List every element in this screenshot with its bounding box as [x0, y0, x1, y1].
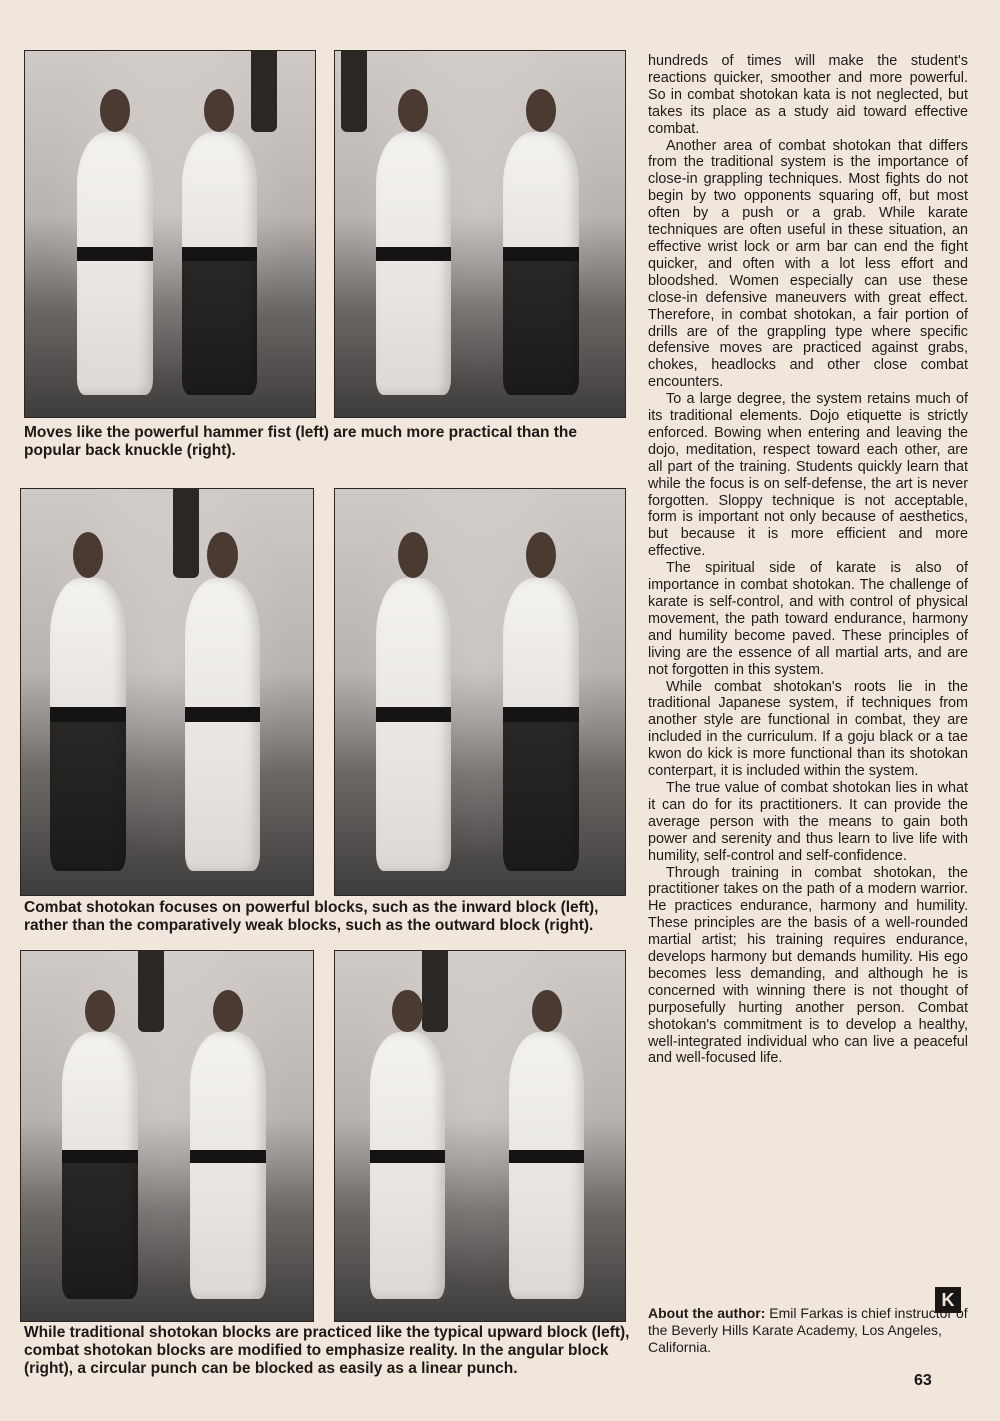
photo-inward-block [20, 488, 314, 896]
about-author [648, 1305, 968, 1356]
article-column [648, 53, 968, 1067]
photo-outward-block [334, 488, 626, 896]
photo-angular-block [334, 950, 626, 1322]
photo-upward-block [20, 950, 314, 1322]
article-paragraph: To a large degree, the system retains much of its traditional elements. Dojo etiquette is strictly enforced. Bowing when entering and leaving the dojo, meditation, respect toward each other, are all part of the training. Students quickly learn that while the focus is on self-defense, the art is never forgotten. Sloppy technique is not acceptable, form is important not only because of aesthetics, but because it is more efficient and more effective. [648, 391, 968, 560]
caption-3: While traditional shotokan blocks are practiced like the typical upward block (left), combat shotokan blocks are modified to emphasize reality. In the angular block (right), a circular punch can be blocked as easily as a linear punch. [24, 1324, 630, 1377]
page-number: 63 [914, 1372, 932, 1389]
about-author-text: Emil Farkas is chief instructor of the Beverly Hills Karate Academy, Los Angeles, California. [648, 1305, 968, 1355]
article-paragraph: hundreds of times will make the student's reactions quicker, smoother and more powerful. So in combat shotokan kata is not neglected, but takes its place as a study aid toward effective combat. [648, 53, 968, 137]
caption-2: Combat shotokan focuses on powerful blocks, such as the inward block (left), rather than the comparatively weak blocks, such as the outward block (right). [24, 899, 599, 934]
caption-1: Moves like the powerful hammer fist (left) are much more practical than the popular back knuckle (right). [24, 424, 577, 459]
photo-back-knuckle [334, 50, 626, 418]
article-paragraph: The spiritual side of karate is also of importance in combat shotokan. The challenge of karate is self-control, and with control of physical movement, the path toward endurance, harmony and humility become paved. These principles of living are the essence of all martial arts, and are not forgotten in this system. [648, 560, 968, 678]
about-author-label: About the author: [648, 1305, 766, 1321]
article-paragraph: While combat shotokan's roots lie in the traditional Japanese system, if techniques from another style are functional in combat, they are included in the curriculum. If a goju black or a tae kwon do kick is more functional than its shotokan conterpart, it is included within the system. [648, 678, 968, 780]
end-mark-icon: K [935, 1287, 961, 1313]
article-paragraph: Through training in combat shotokan, the practitioner takes on the path of a modern warrior. He practices endurance, harmony and humility. These principles are the basis of a well-rounded martial artist; his training requires endurance, develops harmony but demands humility. His ego becomes less demanding, and although he is concerned with winning there is not thought of purposefully hurting another person. Combat shotokan's commitment is to develop a healthy, well-integrated individual who can live a peaceful and well-focused life. [648, 864, 968, 1067]
photo-hammer-fist [24, 50, 316, 418]
article-paragraph: Another area of combat shotokan that differs from the traditional system is the importance of close-in grappling techniques. Most fights do not begin by two opponents squaring off, but most often by a push or a grab. While karate techniques are often useful in these situation, an effective wrist lock or arm bar can end the fight quicker, and often with a lot less effort and bloodshed. Women especially can use these close-in defensive maneuvers with great effect. Therefore, in combat shotokan, a fair portion of drills are of the grappling type where specific defensive moves are practiced against grabs, chokes, headlocks and other close combat encounters. [648, 137, 968, 391]
article-paragraph: The true value of combat shotokan lies in what it can do for its practitioners. It can provide the average person with the means to gain both power and serenity and thus learn to live life with humility, self-control and self-confidence. [648, 779, 968, 864]
